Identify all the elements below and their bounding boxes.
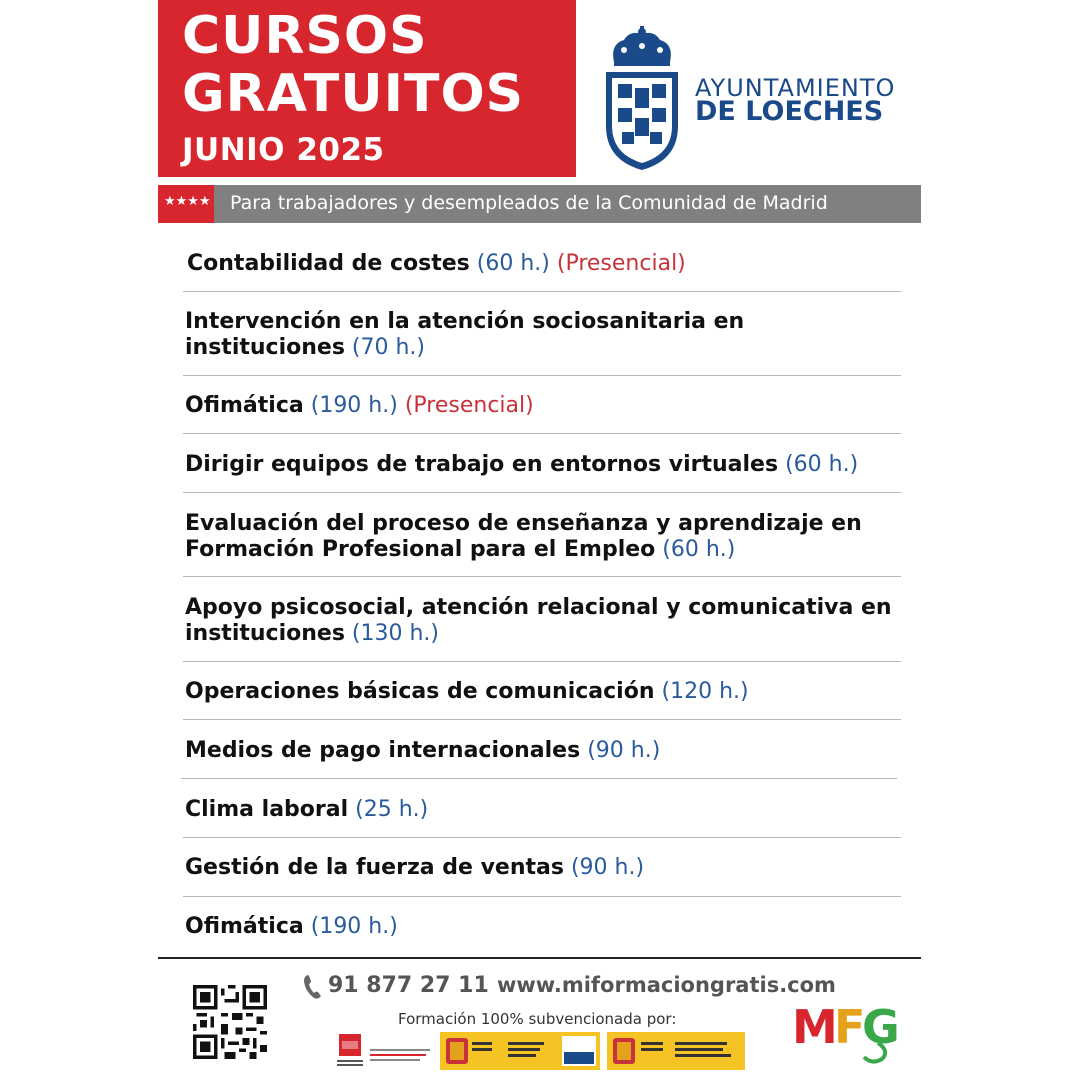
- course-hours: (90 h.): [587, 738, 661, 763]
- government-spain-ministry-labor-sepe-logo-icon: [440, 1032, 600, 1070]
- course-name: Evaluación del proceso de enseñanza y aprendizaje en Formación Profesional para el Empleo: [185, 511, 862, 562]
- course-item: [185, 595, 905, 647]
- divider: [183, 837, 901, 838]
- regional-directorate-logo-icon: [370, 1047, 432, 1069]
- subsidy-text: Formación 100% subvencionada por:: [398, 1010, 677, 1028]
- course-name: Ofimática: [185, 393, 304, 418]
- course-item: [185, 452, 905, 478]
- divider: [183, 291, 901, 292]
- course-item: [185, 855, 905, 881]
- mfg-logo: [790, 995, 900, 1065]
- course-name: Gestión de la fuerza de ventas: [185, 855, 564, 880]
- divider: [183, 661, 901, 662]
- divider: [183, 719, 901, 720]
- government-spain-ministry-education-logo-icon: [607, 1032, 745, 1070]
- course-hours: (25 h.): [355, 797, 429, 822]
- title-cursos: CURSOS: [182, 6, 428, 66]
- course-mode: (Presencial): [404, 393, 534, 418]
- course-item: [185, 393, 905, 419]
- banner-text: Para trabajadores y desempleados de la Comunidad de Madrid: [230, 192, 828, 214]
- course-item: [185, 738, 905, 764]
- course-item: [185, 914, 905, 940]
- course-name: Clima laboral: [185, 797, 349, 822]
- course-mode: (Presencial): [556, 251, 686, 276]
- title-date: JUNIO 2025: [182, 132, 385, 168]
- course-name: Apoyo psicosocial, atención relacional y comunicativa en instituciones: [185, 595, 892, 646]
- course-hours: (190 h.): [310, 393, 398, 418]
- course-hours: (90 h.): [570, 855, 645, 880]
- title-box: [158, 0, 576, 177]
- qr-code-icon[interactable]: [193, 985, 267, 1059]
- course-name: Medios de pago internacionales: [185, 738, 581, 763]
- audience-banner: [158, 185, 921, 223]
- course-item: [185, 309, 905, 361]
- phone-number[interactable]: 91 877 27 11: [328, 973, 489, 998]
- mfg-letter-f: F: [834, 1000, 866, 1054]
- course-name: Ofimática: [185, 914, 304, 939]
- divider: [183, 576, 901, 577]
- phone-icon: [303, 974, 323, 1000]
- coat-of-arms-icon: [600, 26, 684, 171]
- divider: [183, 433, 901, 434]
- course-item: [185, 797, 905, 823]
- title-gratuitos: GRATUITOS: [182, 64, 525, 124]
- course-item: [185, 511, 905, 563]
- madrid-flag-icon: [158, 185, 214, 223]
- mfg-letter-g: G: [862, 1000, 900, 1054]
- footer-divider: [158, 957, 921, 959]
- course-hours: (60 h.): [662, 537, 736, 562]
- org-name-line2: DE LOECHES: [695, 96, 884, 127]
- course-item: [187, 251, 907, 277]
- divider: [183, 492, 901, 493]
- org-name-line1: AYUNTAMIENTO: [695, 74, 896, 102]
- course-hours: (70 h.): [351, 335, 426, 360]
- course-hours: (120 h.): [661, 679, 749, 704]
- divider: [183, 896, 901, 897]
- divider: [181, 778, 897, 779]
- mfg-letter-m: M: [792, 1000, 838, 1054]
- course-name: Intervención en la atención sociosanitaria en instituciones: [185, 309, 745, 360]
- course-hours: (60 h.): [785, 452, 859, 477]
- website-link[interactable]: www.miformaciongratis.com: [497, 973, 836, 997]
- comunidad-madrid-logo-icon: [333, 1032, 367, 1070]
- divider: [183, 375, 901, 376]
- course-name: Dirigir equipos de trabajo en entornos virtuales: [185, 452, 779, 477]
- course-item: [185, 679, 905, 705]
- course-name: Contabilidad de costes: [187, 251, 470, 276]
- course-hours: (190 h.): [310, 914, 398, 939]
- course-hours: (130 h.): [351, 621, 440, 646]
- flag-stars: ★★★★: [164, 194, 211, 209]
- course-hours: (60 h.): [476, 251, 550, 276]
- course-name: Operaciones básicas de comunicación: [185, 679, 655, 704]
